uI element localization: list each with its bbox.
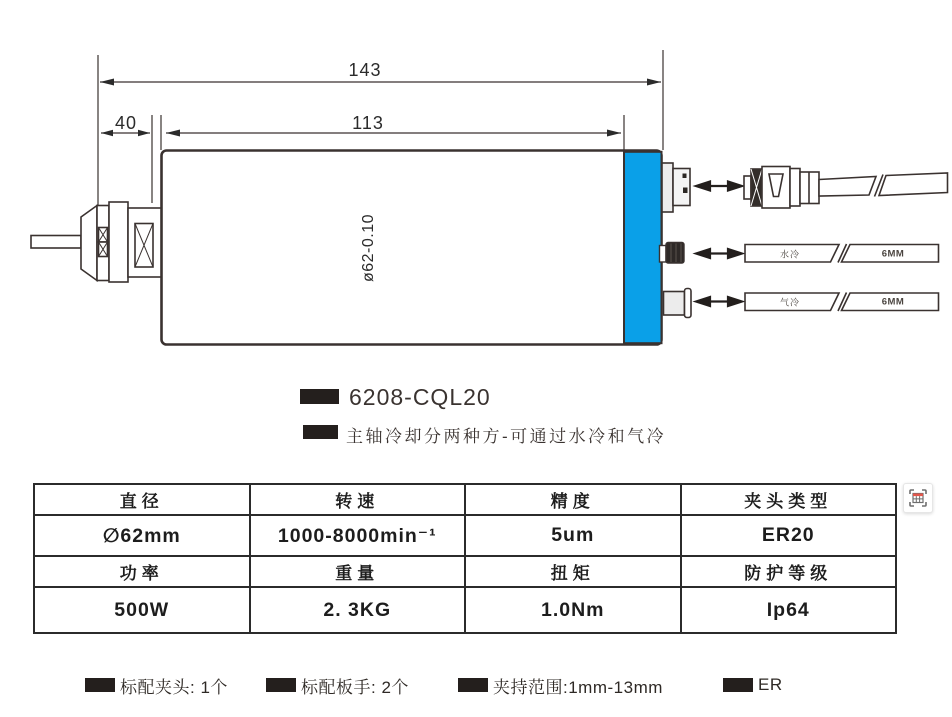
feature-er [723,676,783,694]
spindle-body [162,151,662,345]
header-weight: 重量 [250,556,466,587]
water-tube [745,244,939,263]
value-speed: 1000-8000min⁻¹ [250,515,466,556]
water-tube-label: 水冷 [779,249,801,260]
feature-bullet [85,678,115,692]
connection-arrows [696,182,742,307]
cooling-band [624,152,662,343]
dim-diameter: ø62-0.10 [360,213,377,283]
feature-wrench [266,676,409,697]
table-row [34,515,896,556]
header-speed: 转速 [250,484,466,515]
value-protection: Ip64 [681,587,897,633]
title-bullet [300,389,339,404]
feature-collet [85,676,228,697]
header-chuck-type: 夹头类型 [681,484,897,515]
model-number: 6208-CQL20 [349,384,491,410]
feature-bullet [458,678,488,692]
dim-body-length: 113 [352,113,384,133]
air-tube [745,293,939,312]
feature-label: 标配板手: 2个 [301,677,409,697]
air-cooling-fitting [664,289,692,318]
feature-label: ER [758,675,783,694]
power-socket [662,163,690,212]
header-power: 功率 [34,556,250,587]
value-power: 500W [34,587,250,633]
water-cooling-fitting [660,243,685,264]
table-row [34,587,896,633]
table-capture-button[interactable] [903,483,933,513]
feature-bullet [266,678,296,692]
value-diameter: ∅62mm [34,515,250,556]
feature-label: 夹持范围:1mm-13mm [493,677,663,697]
dim-nose-length: 40 [114,113,138,133]
value-weight: 2. 3KG [250,587,466,633]
air-tube-size: 6MM [881,296,905,308]
header-torque: 扭矩 [465,556,681,587]
water-tube-size: 6MM [881,248,905,260]
air-tube-label: 气冷 [779,297,801,308]
feature-label: 标配夹头: 1个 [120,677,228,697]
table-row [34,556,896,587]
table-capture-icon [908,488,928,508]
value-precision: 5um [465,515,681,556]
header-diameter: 直径 [34,484,250,515]
feature-clamp-range [458,676,663,697]
table-row [34,484,896,515]
spec-table [33,483,897,634]
collet-nose [31,202,161,282]
power-cable-connector [744,167,948,209]
cooling-note: 主轴冷却分两种方-可通过水冷和气冷 [346,427,667,446]
feature-bullet [723,678,753,692]
value-chuck-type: ER20 [681,515,897,556]
header-precision: 精度 [465,484,681,515]
value-torque: 1.0Nm [465,587,681,633]
note-bullet [303,425,338,439]
dim-total-length: 143 [348,60,382,80]
header-protection: 防护等级 [681,556,897,587]
